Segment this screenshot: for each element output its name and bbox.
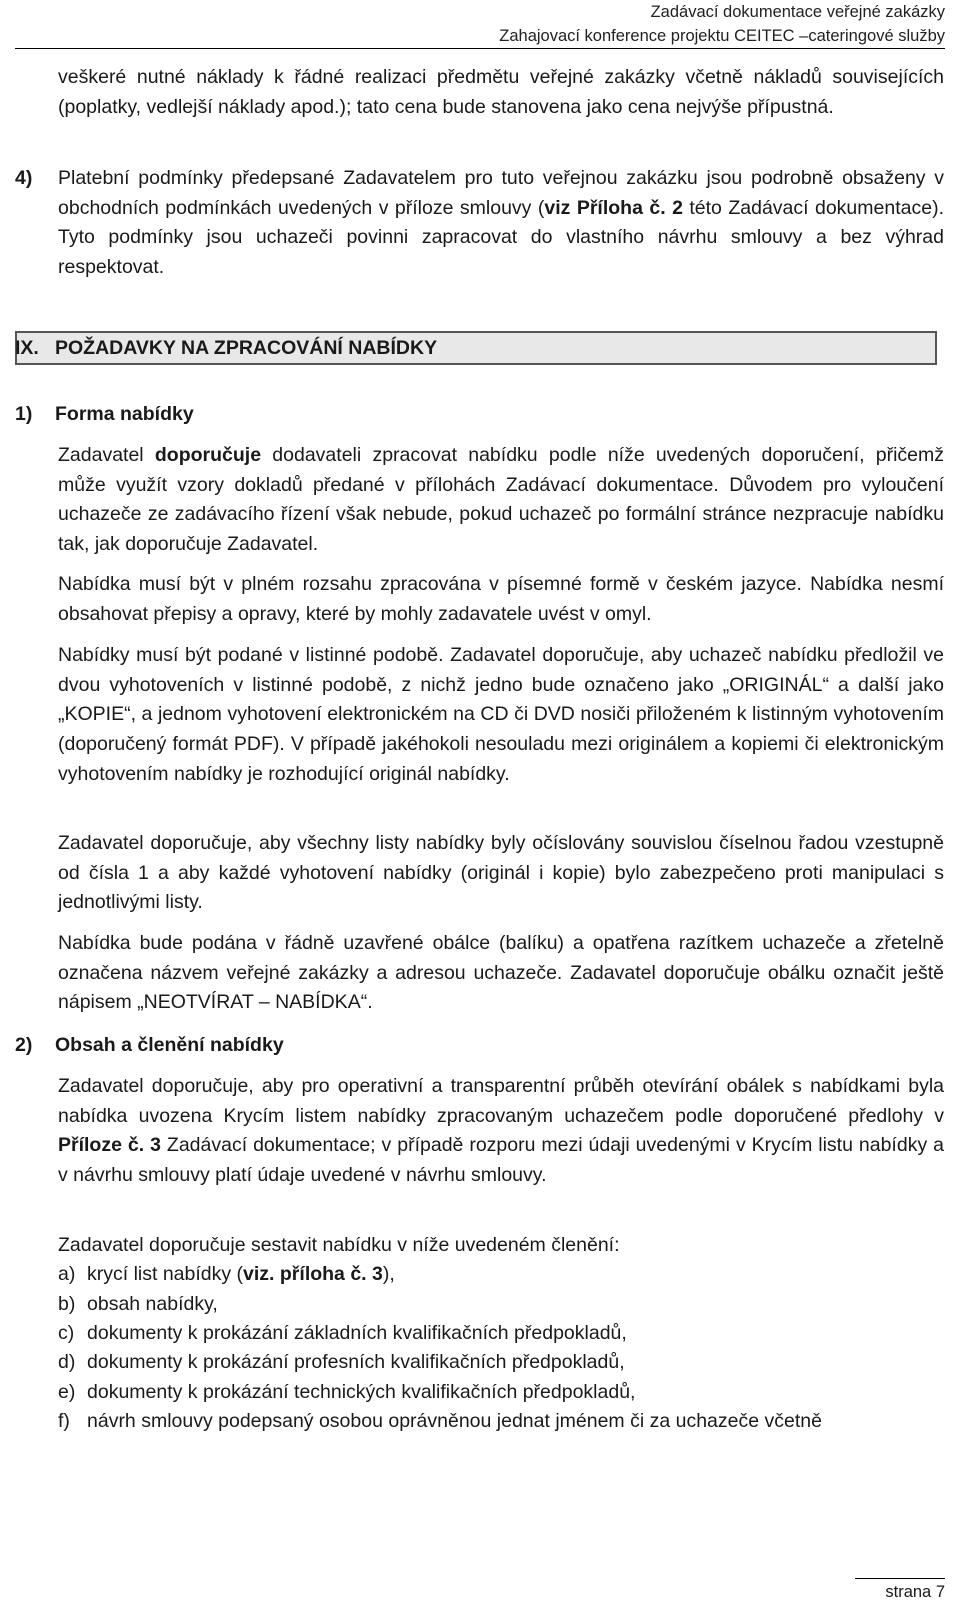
sub1-p1-bold: doporučuje bbox=[154, 444, 262, 466]
sub2-paragraph-1 bbox=[58, 1072, 944, 1191]
list-marker: b) bbox=[58, 1293, 76, 1315]
list-item-text-tail: ), bbox=[382, 1263, 395, 1285]
list-intro: Zadavatel doporučuje sestavit nabídku v níže uvedeném členění: bbox=[58, 1234, 620, 1256]
sub2-p1-bold: Příloze č. 3 bbox=[58, 1134, 161, 1157]
item-4-paragraph bbox=[58, 164, 944, 283]
sub1-paragraph-2: Nabídka musí být v plném rozsahu zpracována v písemné formě v českém jazyce. Nabídka nesmí obsahovat přepisy a opravy, které by mohly zadavatele uvést v omyl. bbox=[58, 573, 944, 625]
header-rule bbox=[15, 48, 945, 49]
subsection-2-title: Obsah a členění nabídky bbox=[55, 1034, 284, 1056]
page-number: strana 7 bbox=[885, 1583, 945, 1601]
list-item-text: dokumenty k prokázání profesních kvalifikačních předpokladů, bbox=[87, 1351, 625, 1373]
subsection-2-number: 2) bbox=[15, 1034, 33, 1056]
item-4-text-b: této Zadávací dokumentace). Tyto podmínky jsou uchazeči povinni zapracovat do vlastního návrhu smlouvy a bez výhrad respektovat. bbox=[58, 196, 944, 279]
list-item bbox=[58, 1407, 822, 1437]
section-title: POŽADAVKY NA ZPRACOVÁNÍ NABÍDKY bbox=[55, 337, 438, 359]
item-4-text-a: Platební podmínky předepsané Zadavatelem pro tuto veřejnou zakázku jsou podrobně obsaženy v obchodních podmínkách uvedených v příloze smlouvy ( bbox=[58, 167, 944, 219]
list-item bbox=[58, 1290, 218, 1320]
subsection-1-title: Forma nabídky bbox=[55, 403, 194, 425]
list-marker: f) bbox=[58, 1410, 70, 1432]
list-item-text: obsah nabídky, bbox=[87, 1293, 218, 1315]
list-item bbox=[58, 1260, 395, 1290]
sub2-p1-text-b: Zadávací dokumentace; v případě rozporu mezi údaji uvedenými v Krycím listu nabídky a v návrhu smlouvy platí údaje uvedené v návrhu smlouvy. bbox=[58, 1134, 944, 1187]
sub1-paragraph-4: Zadavatel doporučuje, aby všechny listy nabídky byly očíslovány souvislou číselnou řadou vzestupně od čísla 1 a aby každé vyhotovení nabídky (originál i kopie) bylo zabezpečeno proti manipulaci s jednotlivými listy. bbox=[58, 832, 944, 914]
intro-paragraph: veškeré nutné náklady k řádné realizaci předmětu veřejné zakázky včetně nákladů souvisejících (poplatky, vedlejší náklady apod.); tato cena bude stanovena jako cena nejvýše přípustná. bbox=[58, 66, 944, 118]
list-marker: c) bbox=[58, 1322, 75, 1344]
subsection-1-number: 1) bbox=[15, 403, 33, 425]
item-4-number: 4) bbox=[15, 167, 33, 189]
subsection-2-heading bbox=[15, 1030, 284, 1060]
list-item-text: dokumenty k prokázání základních kvalifikačních předpokladů, bbox=[87, 1322, 627, 1344]
sub1-p1-text-b: dodavateli zpracovat nabídku podle níže uvedených doporučení, přičemž může využít vzory dokladů předané v přílohách Zadávací dokumentace. Důvodem pro vyloučení uchazeče ze zadávacího řízení však nebude, pokud uchazeč po formální stránce nezpracuje nabídku tak, jak doporučuje Zadavatel. bbox=[58, 444, 944, 556]
list-item bbox=[58, 1378, 635, 1408]
sub1-paragraph-3: Nabídky musí být podané v listinné podobě. Zadavatel doporučuje, aby uchazeč nabídku předložil ve dvou vyhotoveních v listinné podobě, z nichž jedno bude označeno jako „ORIGINÁL“ a další jako „KOPIE“, a jednom vyhotovení elektronickém na CD či DVD nosiči přiloženém k listinným vyhotovením (doporučený formát PDF). V případě jakéhokoli nesouladu mezi originálem a kopiemi či elektronickým vyhotovením nabídky je rozhodující originál nabídky. bbox=[58, 644, 944, 785]
header-line-1: Zadávací dokumentace veřejné zakázky bbox=[650, 3, 945, 21]
list-item bbox=[58, 1348, 625, 1378]
sub1-p1-text-a: Zadavatel bbox=[58, 444, 155, 466]
section-heading bbox=[15, 333, 437, 363]
list-marker: d) bbox=[58, 1351, 76, 1373]
sub1-paragraph-5: Nabídka bude podána v řádně uzavřené obálce (balíku) a opatřena razítkem uchazeče a zřetelně označena názvem veřejné zakázky a adresou uchazeče. Zadavatel doporučuje obálku označit ještě nápisem „NEOTVÍRAT – NABÍDKA“. bbox=[58, 932, 944, 1014]
list-marker: e) bbox=[58, 1381, 76, 1403]
sub2-p1-text-a: Zadavatel doporučuje, aby pro operativní a transparentní průběh otevírání obálek s nabídkami byla nabídka uvozena Krycím listem nabídky zpracovaným uchazečem podle doporučené předlohy v bbox=[58, 1075, 944, 1127]
list-item bbox=[58, 1319, 627, 1349]
list-item-text: návrh smlouvy podepsaný osobou oprávněnou jednat jménem či za uchazeče včetně bbox=[87, 1410, 822, 1432]
list-item-bold: viz. příloha č. 3 bbox=[243, 1263, 383, 1285]
sub1-paragraph-1 bbox=[58, 441, 944, 560]
list-item-text: dokumenty k prokázání technických kvalifikačních předpokladů, bbox=[87, 1381, 636, 1403]
header-line-2: Zahajovací konference projektu CEITEC –cateringové služby bbox=[499, 27, 945, 45]
subsection-1-heading bbox=[15, 399, 194, 429]
footer-rule bbox=[855, 1578, 945, 1579]
list-marker: a) bbox=[58, 1263, 76, 1285]
list-item-text: krycí list nabídky ( bbox=[87, 1263, 244, 1285]
section-number: IX. bbox=[15, 337, 39, 359]
page-header bbox=[499, 0, 945, 48]
item-4-bold-ref: viz Příloha č. 2 bbox=[544, 196, 683, 219]
